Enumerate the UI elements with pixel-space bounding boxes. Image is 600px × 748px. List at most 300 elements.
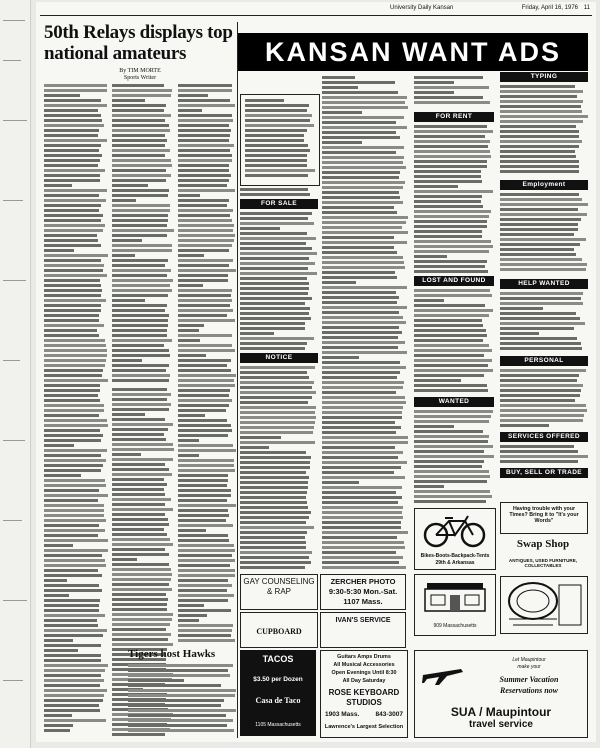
text-line xyxy=(240,406,316,409)
text-line xyxy=(44,179,100,182)
text-line xyxy=(322,336,398,339)
text-line xyxy=(500,258,582,261)
text-line xyxy=(112,314,169,317)
for-sale-listings xyxy=(240,212,318,352)
text-line xyxy=(178,484,227,487)
text-line xyxy=(44,644,101,647)
text-line xyxy=(44,489,99,492)
text-line xyxy=(322,496,402,499)
sua-line1: Summer Vacation xyxy=(499,675,559,684)
sua-travel-ad xyxy=(414,650,588,738)
text-line xyxy=(245,124,314,127)
text-line xyxy=(44,704,99,707)
text-line xyxy=(414,364,488,367)
text-line xyxy=(112,578,171,581)
text-line xyxy=(322,431,396,434)
text-line xyxy=(322,116,404,119)
text-line xyxy=(322,251,397,254)
second-story-headline: Tigers host Hawks xyxy=(128,648,216,660)
text-line xyxy=(44,524,99,527)
text-line xyxy=(112,169,166,172)
text-line xyxy=(178,569,235,572)
text-line xyxy=(245,109,307,112)
text-line xyxy=(112,374,170,377)
text-line xyxy=(240,322,305,325)
text-line xyxy=(245,159,307,162)
swap-shop-ad xyxy=(500,536,586,572)
text-line xyxy=(44,169,105,172)
text-line xyxy=(112,398,167,401)
text-line xyxy=(44,404,104,407)
text-line xyxy=(240,511,311,514)
text-line xyxy=(240,456,311,459)
text-line xyxy=(322,246,394,249)
text-line xyxy=(44,139,107,142)
text-line xyxy=(112,568,171,571)
tacos-price: $3.50 per Dozen xyxy=(253,676,303,683)
text-line xyxy=(44,519,106,522)
text-line xyxy=(112,498,171,501)
gay-counseling-line1: GAY COUNSELING xyxy=(243,577,315,586)
text-line xyxy=(322,281,356,284)
text-line xyxy=(322,206,394,209)
text-line xyxy=(240,486,308,489)
text-line xyxy=(178,624,233,627)
text-line xyxy=(322,566,406,569)
tacos-address: 1105 Massachusetts xyxy=(255,722,301,728)
help-wanted-listings xyxy=(500,292,588,354)
text-line xyxy=(322,86,358,89)
text-line xyxy=(112,598,168,601)
text-line xyxy=(414,245,493,248)
text-line xyxy=(178,544,234,547)
text-line xyxy=(322,506,403,509)
text-line xyxy=(322,346,398,349)
text-line xyxy=(414,240,491,243)
text-line xyxy=(322,326,399,329)
text-line xyxy=(240,496,306,499)
sua-name: SUA / Maupintour xyxy=(450,705,552,719)
text-line xyxy=(240,411,315,414)
text-line xyxy=(414,460,484,463)
text-line xyxy=(322,451,403,454)
text-line xyxy=(414,480,487,483)
guitars-line3: Open Evenings Until 8:30 xyxy=(331,670,397,676)
text-line xyxy=(128,684,221,687)
text-line xyxy=(178,404,229,407)
text-line xyxy=(44,664,108,667)
text-line xyxy=(178,409,226,412)
employment-listings xyxy=(500,193,588,277)
text-line xyxy=(500,238,586,241)
text-line xyxy=(322,321,406,324)
text-line xyxy=(245,139,304,142)
text-line xyxy=(112,244,172,247)
text-line xyxy=(245,149,310,152)
text-line xyxy=(44,419,107,422)
text-line xyxy=(414,475,490,478)
text-line xyxy=(240,431,313,434)
text-line xyxy=(44,539,108,542)
text-line xyxy=(112,259,168,262)
guitars-line2: All Musical Accessories xyxy=(333,662,395,668)
text-line xyxy=(178,289,232,292)
text-line xyxy=(44,549,108,552)
text-line xyxy=(240,312,309,315)
text-line xyxy=(44,339,105,342)
text-line xyxy=(44,354,107,357)
guitars-address: 1903 Mass. xyxy=(325,711,360,718)
text-line xyxy=(112,234,167,237)
text-line xyxy=(414,500,486,503)
text-line xyxy=(240,491,307,494)
text-line xyxy=(414,130,493,133)
text-line xyxy=(44,564,106,567)
text-line xyxy=(44,629,107,632)
text-line xyxy=(178,339,200,342)
for-sale-header: FOR SALE xyxy=(240,199,318,209)
text-line xyxy=(178,229,233,232)
text-line xyxy=(240,227,280,230)
text-line xyxy=(500,374,579,377)
text-line xyxy=(240,337,314,340)
text-line xyxy=(500,90,583,93)
text-line xyxy=(44,544,73,547)
text-line xyxy=(112,249,172,252)
text-line xyxy=(500,120,583,123)
text-line xyxy=(112,104,166,107)
text-line xyxy=(322,351,407,354)
text-line xyxy=(178,84,232,87)
ivans-service-ad xyxy=(320,612,406,648)
text-line xyxy=(500,125,576,128)
text-line xyxy=(178,499,227,502)
text-line xyxy=(414,195,482,198)
text-line xyxy=(44,269,103,272)
text-line xyxy=(178,579,228,582)
text-line xyxy=(500,450,578,453)
text-line xyxy=(414,430,483,433)
text-line xyxy=(322,201,403,204)
text-line xyxy=(414,255,447,258)
text-line xyxy=(44,484,106,487)
text-line xyxy=(44,244,101,247)
text-line xyxy=(414,175,481,178)
for-rent-header: FOR RENT xyxy=(414,112,494,122)
text-line xyxy=(240,371,307,374)
typing-listings xyxy=(500,85,588,177)
text-line xyxy=(178,294,231,297)
text-line xyxy=(500,218,581,221)
text-line xyxy=(322,301,397,304)
text-line xyxy=(178,514,229,517)
text-line xyxy=(112,508,173,511)
text-line xyxy=(500,268,586,271)
text-line xyxy=(178,459,234,462)
text-line xyxy=(414,450,484,453)
bike-shop-address: 29th & Arkansas xyxy=(435,560,475,566)
text-line xyxy=(322,76,355,79)
text-line xyxy=(240,521,306,524)
text-line xyxy=(44,374,102,377)
text-line xyxy=(44,359,106,362)
text-line xyxy=(322,296,399,299)
text-line xyxy=(414,455,494,458)
text-line xyxy=(112,518,168,521)
cupboard-name: CUPBOARD xyxy=(256,627,302,636)
text-line xyxy=(414,265,485,268)
text-line xyxy=(44,594,69,597)
text-line xyxy=(322,446,395,449)
text-line xyxy=(240,556,309,559)
text-line xyxy=(322,156,404,159)
text-line xyxy=(240,222,314,225)
text-line xyxy=(44,639,73,642)
text-line xyxy=(44,324,104,327)
text-line xyxy=(500,105,581,108)
text-line xyxy=(322,376,397,379)
text-line xyxy=(322,411,402,414)
text-line xyxy=(322,436,408,439)
text-line xyxy=(240,421,315,424)
text-line xyxy=(240,446,269,449)
text-line xyxy=(500,379,577,382)
text-line xyxy=(245,164,307,167)
text-line xyxy=(178,219,232,222)
text-line xyxy=(178,114,232,117)
text-line xyxy=(44,439,101,442)
text-line xyxy=(322,331,402,334)
text-line xyxy=(44,649,78,652)
text-line xyxy=(322,386,403,389)
employment-header: Employment xyxy=(500,180,588,190)
text-line xyxy=(322,231,408,234)
text-line xyxy=(245,99,284,102)
text-line xyxy=(44,364,105,367)
text-line xyxy=(44,94,80,97)
text-line xyxy=(112,563,169,566)
text-line xyxy=(44,514,104,517)
text-line xyxy=(500,389,581,392)
text-line xyxy=(44,239,98,242)
story-headline: 50th Relays displays top national amateurs xyxy=(44,22,233,64)
text-line xyxy=(44,394,98,397)
text-line xyxy=(44,709,100,712)
text-line xyxy=(500,170,579,173)
text-line xyxy=(500,419,583,422)
text-line xyxy=(414,76,483,79)
text-line xyxy=(112,513,165,516)
text-line xyxy=(322,81,395,84)
text-line xyxy=(178,154,232,157)
text-line xyxy=(322,541,404,544)
text-line xyxy=(44,454,101,457)
text-line xyxy=(44,104,107,107)
text-line xyxy=(178,124,229,127)
text-line xyxy=(112,324,168,327)
text-line xyxy=(44,304,101,307)
text-line xyxy=(112,279,173,282)
text-line xyxy=(500,404,586,407)
text-line xyxy=(44,219,101,222)
text-line xyxy=(414,96,483,99)
classifieds-banner: KANSAN WANT ADS xyxy=(238,33,588,71)
text-line xyxy=(112,149,170,152)
text-line xyxy=(128,714,226,717)
text-line xyxy=(414,309,493,312)
text-line xyxy=(178,319,235,322)
issue-date: Friday, April 16, 1976 xyxy=(521,5,578,11)
text-line xyxy=(240,242,306,245)
text-line xyxy=(44,669,105,672)
text-line xyxy=(414,180,482,183)
text-line xyxy=(322,146,404,149)
text-line xyxy=(112,99,145,102)
text-line xyxy=(414,384,487,387)
text-line xyxy=(414,495,492,498)
story-text-column-3 xyxy=(178,84,236,644)
text-line xyxy=(44,699,103,702)
help-wanted-header: HELP WANTED xyxy=(500,279,588,289)
text-line xyxy=(500,213,587,216)
text-line xyxy=(500,292,583,295)
text-line xyxy=(44,109,98,112)
text-line xyxy=(44,429,100,432)
text-line xyxy=(178,129,231,132)
text-line xyxy=(178,239,234,242)
text-line xyxy=(240,267,308,270)
text-line xyxy=(414,344,489,347)
text-line xyxy=(44,554,102,557)
text-line xyxy=(414,329,486,332)
text-line xyxy=(112,388,167,391)
text-line xyxy=(178,634,231,637)
text-line xyxy=(44,89,107,92)
airplane-icon xyxy=(421,659,465,687)
zercher-photo-ad xyxy=(320,574,406,610)
text-line xyxy=(44,714,72,717)
text-line xyxy=(112,269,171,272)
text-line xyxy=(44,134,98,137)
text-line xyxy=(178,414,205,417)
antiques-ad xyxy=(500,576,588,634)
text-line xyxy=(44,319,99,322)
text-line xyxy=(178,439,199,442)
text-line xyxy=(500,135,579,138)
text-line xyxy=(322,136,400,139)
text-line xyxy=(44,209,99,212)
notice-header: NOTICE xyxy=(240,353,318,363)
text-line xyxy=(322,391,396,394)
text-line xyxy=(178,279,228,282)
text-line xyxy=(112,488,164,491)
text-line xyxy=(44,724,73,727)
text-line xyxy=(500,342,581,345)
text-line xyxy=(500,332,539,335)
text-line xyxy=(322,101,405,104)
zercher-address: 1107 Mass. xyxy=(343,597,383,606)
text-line xyxy=(112,608,167,611)
text-line xyxy=(322,406,403,409)
text-line xyxy=(178,509,228,512)
text-line xyxy=(240,476,309,479)
text-line xyxy=(44,199,106,202)
text-line xyxy=(112,204,170,207)
page-number: 11 xyxy=(583,5,590,11)
text-line xyxy=(178,584,232,587)
text-line xyxy=(414,425,454,428)
text-line xyxy=(240,262,315,265)
text-line xyxy=(112,114,171,117)
text-line xyxy=(178,89,232,92)
text-line xyxy=(240,217,308,220)
text-line xyxy=(414,410,493,413)
text-line xyxy=(178,434,228,437)
text-line xyxy=(500,409,587,412)
text-line xyxy=(44,159,100,162)
classified-col-c-top xyxy=(414,76,494,110)
text-line xyxy=(112,638,168,641)
swap-shop-title: Swap Shop xyxy=(516,538,570,550)
text-line xyxy=(245,154,307,157)
text-line xyxy=(322,556,403,559)
text-line xyxy=(112,239,142,242)
text-line xyxy=(322,491,396,494)
text-line xyxy=(500,233,574,236)
text-line xyxy=(240,516,309,519)
story-text-column-1 xyxy=(44,84,108,736)
text-line xyxy=(112,369,166,372)
text-line xyxy=(245,104,309,107)
text-line xyxy=(44,509,104,512)
text-line xyxy=(322,396,405,399)
text-line xyxy=(322,221,406,224)
jewelers-address: 909 Massachusetts xyxy=(433,623,477,629)
text-line xyxy=(112,438,166,441)
text-line xyxy=(245,114,312,117)
text-line xyxy=(178,214,230,217)
text-line xyxy=(500,193,579,196)
text-line xyxy=(240,193,310,196)
second-story-text xyxy=(128,664,236,736)
previous-page-edge xyxy=(0,0,31,748)
text-line xyxy=(112,354,170,357)
text-line xyxy=(322,126,407,129)
text-line xyxy=(322,531,408,534)
text-line xyxy=(322,216,408,219)
text-line xyxy=(414,160,487,163)
text-line xyxy=(178,209,233,212)
text-line xyxy=(414,81,454,84)
text-line xyxy=(44,599,100,602)
text-line xyxy=(414,349,492,352)
text-line xyxy=(112,573,172,576)
text-line xyxy=(178,194,200,197)
text-line xyxy=(414,200,481,203)
text-line xyxy=(178,504,236,507)
text-line xyxy=(322,141,362,144)
text-line xyxy=(500,455,588,458)
text-line xyxy=(178,374,236,377)
text-line xyxy=(322,256,403,259)
text-line xyxy=(44,494,108,497)
text-line xyxy=(178,619,199,622)
text-line xyxy=(178,299,232,302)
text-line xyxy=(112,603,167,606)
text-line xyxy=(44,504,104,507)
text-line xyxy=(112,503,165,506)
text-line xyxy=(322,181,405,184)
